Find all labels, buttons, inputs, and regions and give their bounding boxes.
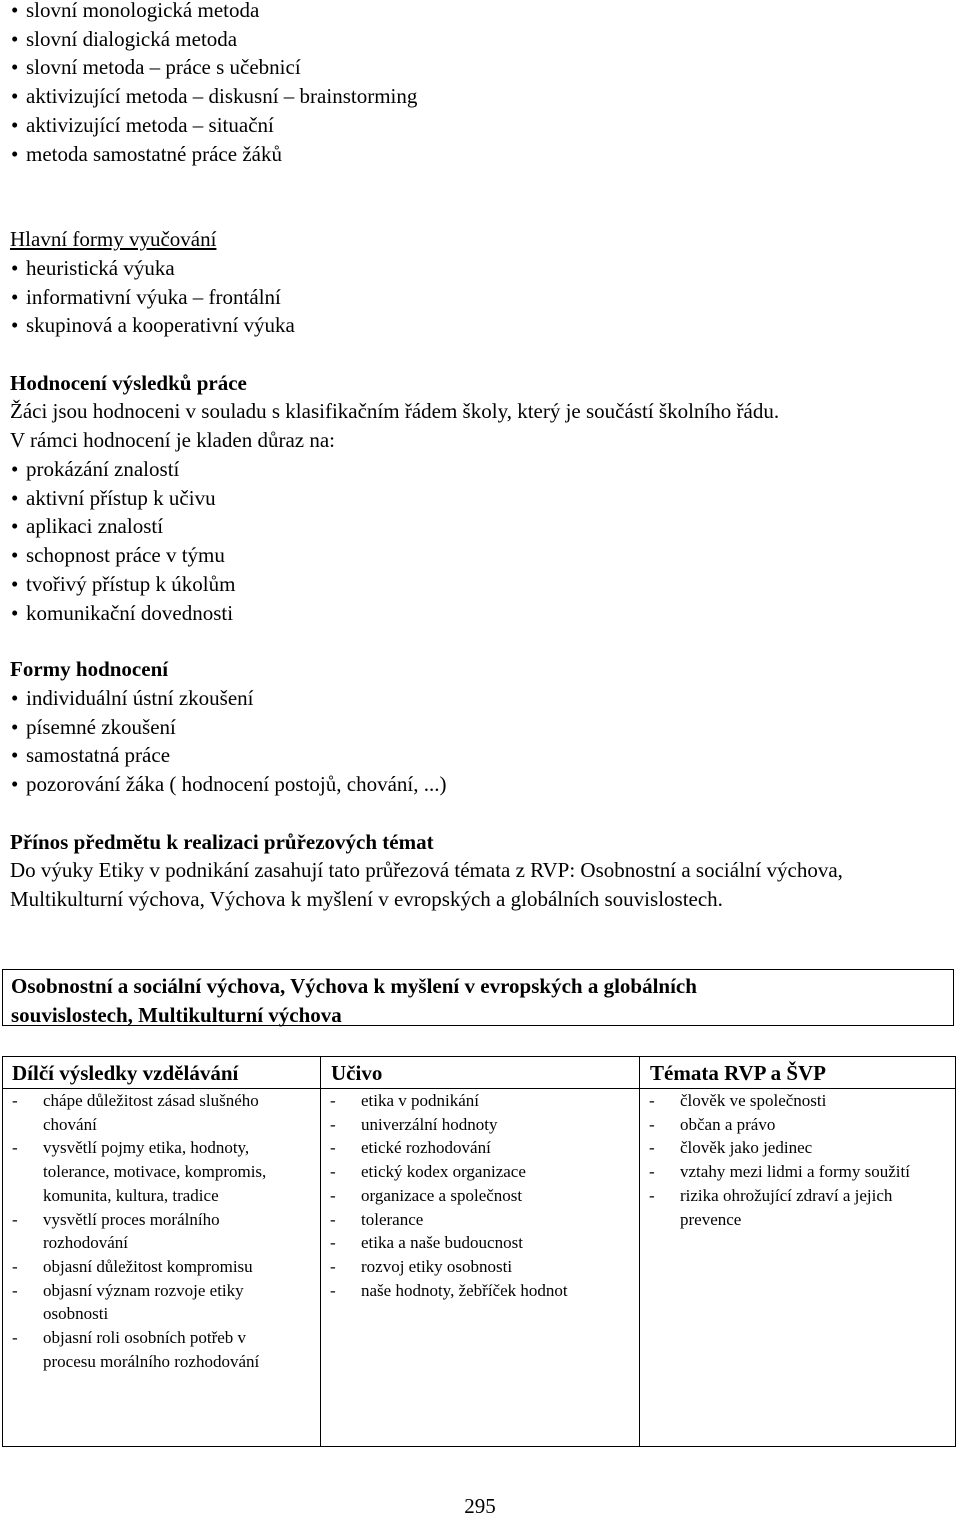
table-cell-item: - vysvětlí pojmy etika, hodnoty, tolerance, motivace, kompromis, komunita, kultura, tradice — [3, 1136, 303, 1207]
eval-forms-list — [10, 684, 446, 799]
list-item: • metoda samostatné práce žáků — [10, 140, 417, 169]
list-item: • heuristická výuka — [10, 254, 295, 283]
table-cell-item: - rizika ohrožující zdraví a jejich prevence — [640, 1184, 950, 1231]
cross-topics-line-1: Osobnostní a sociální výchova, Výchova k myšlení v evropských a globálních — [11, 974, 697, 998]
table-cell-item: - tolerance — [321, 1208, 621, 1232]
forms-list — [10, 254, 295, 340]
list-item: • slovní dialogická metoda — [10, 25, 417, 54]
evaluation-emphasis: V rámci hodnocení je kladen důraz na: — [10, 428, 335, 452]
list-item: • tvořivý přístup k úkolům — [10, 570, 235, 599]
table-cell-item: - etika v podnikání — [321, 1089, 621, 1113]
list-item: • aplikaci znalostí — [10, 512, 235, 541]
table-cell-item: - vztahy mezi lidmi a formy soužití — [640, 1160, 950, 1184]
list-item: • individuální ústní zkoušení — [10, 684, 446, 713]
outcomes-list — [3, 1089, 303, 1373]
list-item: • slovní metoda – práce s učebnicí — [10, 53, 417, 82]
eval-forms-heading: Formy hodnocení — [10, 657, 169, 681]
list-item: • schopnost práce v týmu — [10, 541, 235, 570]
list-item: • pozorování žáka ( hodnocení postojů, chování, ...) — [10, 770, 446, 799]
table-cell-item: - člověk jako jedinec — [640, 1136, 950, 1160]
list-item: • aktivní přístup k učivu — [10, 484, 235, 513]
list-item: • samostatná práce — [10, 741, 446, 770]
evaluation-heading: Hodnocení výsledků práce — [10, 371, 247, 395]
list-item: • aktivizující metoda – situační — [10, 111, 417, 140]
table-cell-item: - etické rozhodování — [321, 1136, 621, 1160]
list-item: • prokázání znalostí — [10, 455, 235, 484]
table-cell-item: - objasní důležitost kompromisu — [3, 1255, 303, 1279]
contribution-text: Do výuky Etiky v podnikání zasahují tato průřezová témata z RVP: Osobnostní a sociální výchova, Multikulturní výchova, Výchova k myšlení v evropských a globálních souvislostech. — [10, 858, 843, 911]
table-cell-item: - naše hodnoty, žebříček hodnot — [321, 1279, 621, 1303]
table-cell-item: - občan a právo — [640, 1113, 950, 1137]
list-item: • písemné zkoušení — [10, 713, 446, 742]
column-header-curriculum: Učivo — [331, 1061, 383, 1085]
curriculum-list — [321, 1089, 621, 1302]
evaluation-text: Žáci jsou hodnoceni v souladu s klasifikačním řádem školy, který je součástí školního řádu. — [10, 399, 780, 423]
cross-topics-box — [2, 969, 954, 1026]
column-header-topics: Témata RVP a ŠVP — [650, 1061, 826, 1085]
outcomes-table — [2, 1056, 956, 1447]
table-cell-item: - rozvoj etiky osobnosti — [321, 1255, 621, 1279]
table-cell-item: - vysvětlí proces morálního rozhodování — [3, 1208, 303, 1255]
page-number: 295 — [464, 1494, 496, 1518]
table-cell-item: - univerzální hodnoty — [321, 1113, 621, 1137]
contribution-heading: Přínos předmětu k realizaci průřezových témat — [10, 830, 434, 854]
cross-topics-line-2: souvislostech, Multikulturní výchova — [11, 1002, 342, 1027]
table-cell-item: - etický kodex organizace — [321, 1160, 621, 1184]
table-cell-item: - objasní roli osobních potřeb v procesu morálního rozhodování — [3, 1326, 303, 1373]
table-cell-item: - chápe důležitost zásad slušného chování — [3, 1089, 303, 1136]
methods-list — [10, 0, 417, 168]
forms-heading: Hlavní formy vyučování — [10, 227, 217, 251]
table-cell-item: - organizace a společnost — [321, 1184, 621, 1208]
list-item: • slovní monologická metoda — [10, 0, 417, 25]
list-item: • skupinová a kooperativní výuka — [10, 311, 295, 340]
table-cell-item: - objasní význam rozvoje etiky osobnosti — [3, 1279, 303, 1326]
table-cell-item: - člověk ve společnosti — [640, 1089, 950, 1113]
list-item: • aktivizující metoda – diskusní – brainstorming — [10, 82, 417, 111]
column-header-outcomes: Dílčí výsledky vzdělávání — [12, 1061, 239, 1085]
topics-list — [640, 1089, 950, 1231]
list-item: • informativní výuka – frontální — [10, 283, 295, 312]
table-cell-item: - etika a naše budoucnost — [321, 1231, 621, 1255]
list-item: • komunikační dovednosti — [10, 599, 235, 628]
evaluation-list — [10, 455, 235, 627]
